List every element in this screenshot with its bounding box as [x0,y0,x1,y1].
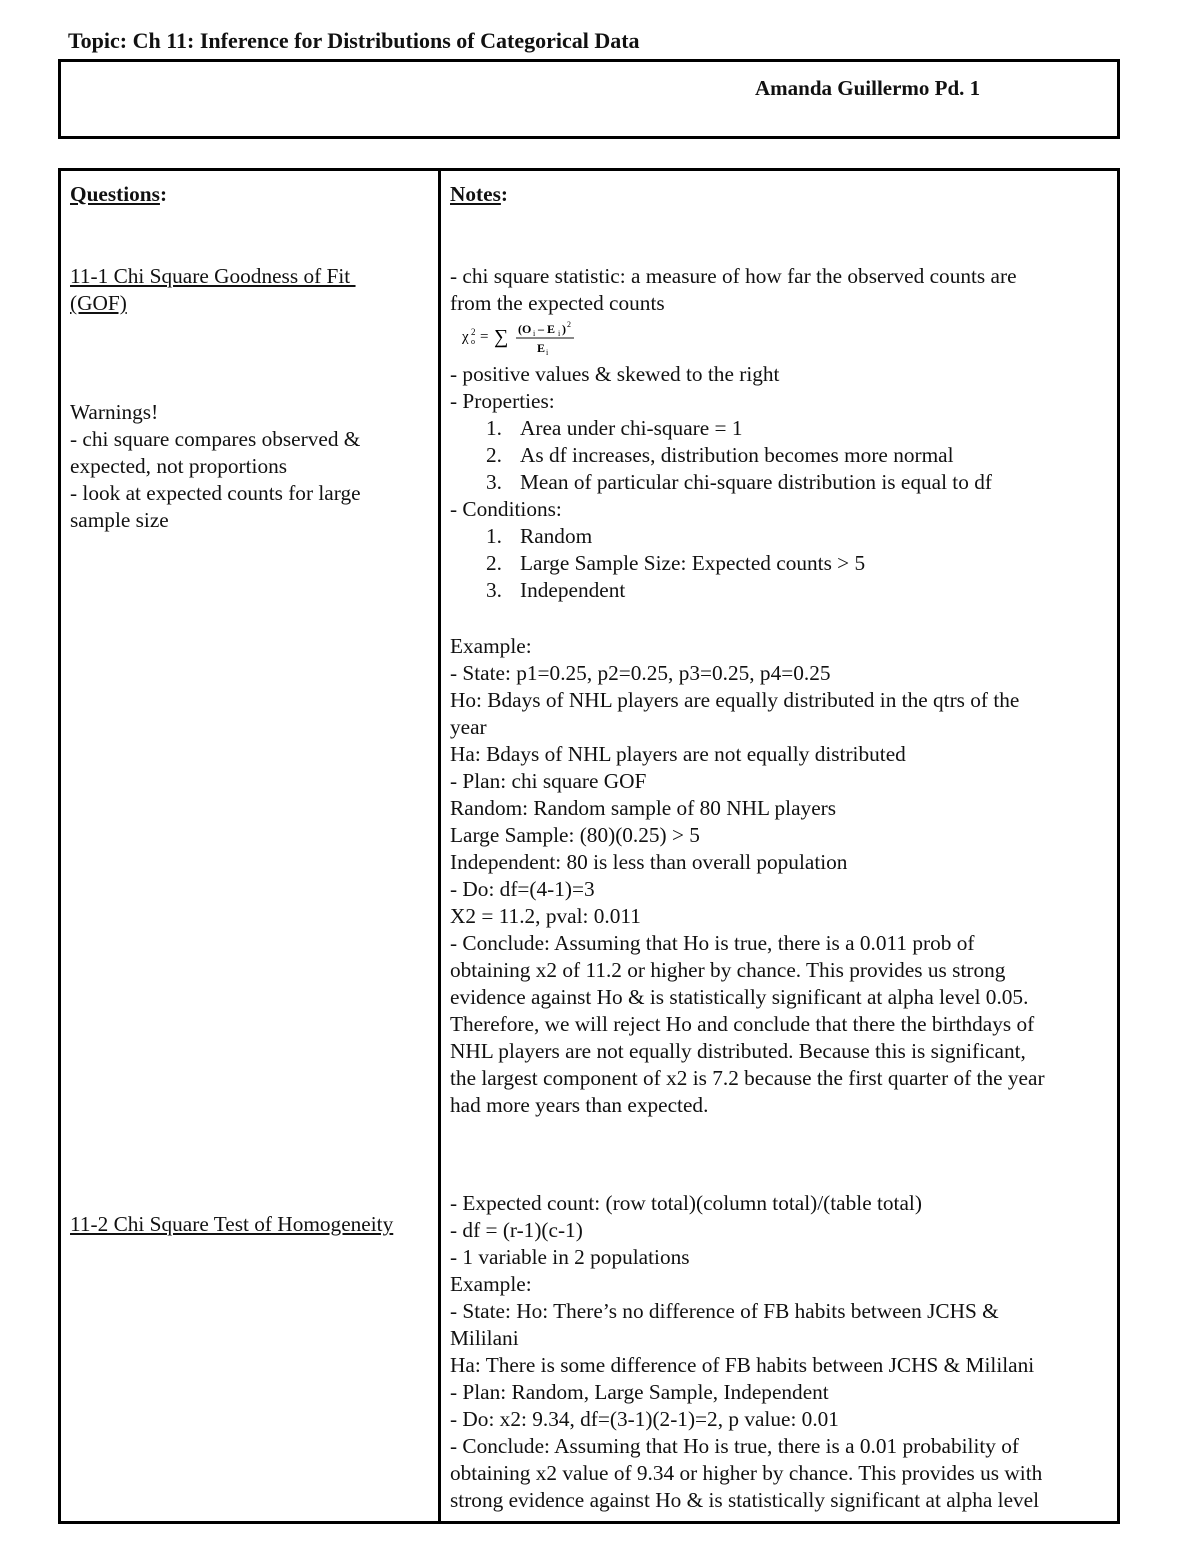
svg-text:i: i [558,329,561,338]
notes-header: Notes: [450,182,508,206]
svg-text:=: = [480,329,489,345]
list-item: 3. Mean of particular chi-square distribution is equal to df [486,470,992,494]
conditions-list [450,523,1112,604]
svg-text:– E: – E [538,322,556,336]
chi-square-formula [460,317,1112,361]
svg-text:2: 2 [471,327,476,337]
svg-text:E: E [537,341,546,355]
svg-text:o: o [471,337,475,346]
svg-text:): ) [562,322,566,336]
properties-list [450,415,1112,496]
svg-text:χ: χ [462,329,469,345]
svg-text:2: 2 [567,320,571,329]
column-divider [438,171,441,1521]
student-name: Amanda Guillermo Pd. 1 [755,76,981,100]
name-box [58,59,1120,139]
questions-header: Questions: [70,182,168,206]
list-item: 3. Independent [486,578,626,602]
q2-title: 11-2 Chi Square Test of Homogeneity [70,1212,394,1236]
q1-title: 11-1 Chi Square Goodness of Fit (GOF) [70,264,356,315]
svg-text:i: i [533,329,536,338]
cornell-notes-table [58,168,1120,1524]
svg-text:(O: (O [518,322,532,336]
svg-text:i: i [546,348,549,357]
list-item: 2. Large Sample Size: Expected counts > 5 [486,551,866,575]
q1-warnings: Warnings! - chi square compares observed & expected, not proportions - look at expected counts for large sample size [70,400,361,532]
svg-text:∑: ∑ [494,326,509,348]
list-item: 1. Area under chi-square = 1 [486,416,743,440]
gof-example: Example: - State: p1=0.25, p2=0.25, p3=0.25, p4=0.25 Ho: Bdays of NHL players are equally distributed in the qtrs of the year Ha: Bdays of NHL players are not equally distributed - Plan: chi square GOF Random: Random sample of 80 NHL players Large Sample: (80)(0.25) > 5 Independent: 80 is less than overall population - Do: df=(4-1)=3 X2 = 11.2, pval: 0.011 - Conclude: Assuming that Ho is true, there is a 0.011 prob of obtaining x2 of 11.2 or higher by chance. This provides us strong evidence against Ho & is statistically significant at alpha level 0.05. Therefore, we will reject Ho and conclude that there the birthdays of NHL players are not equally distributed. Because this is significant, the largest component of x2 is 7.2 because the first quarter of the year had more years than expected. [450,634,1045,1117]
notes-section-1: - chi square statistic: a measure of how far the observed counts are from the expected counts χ 2 o = ∑ (O i – E i ) 2 E i - positive values & skewed to the right - Properties: 1. Area under chi-square = 1 2. As df increases, distribution becomes more normal 3. Mean of particular chi-square distribution is equal to df - Conditions: 1. Random 2. Large Sample Size: Expected counts > 5 3. Independent Example: - State: p1=0.25, p2=0.25, p3=0.25, p4=0.25 Ho: Bdays of NHL players are equally distributed in the qtrs of the year Ha: Bdays of NHL players are not equally distributed - Plan: chi square GOF Random: Random sample of 80 NHL players Large Sample: (80)(0.25) > 5 Independent: 80 is less than overall population - Do: df=(4-1)=3 X2 = 11.2, pval: 0.011 - Conclude: Assuming that Ho is true, there is a 0.011 prob of obtaining x2 of 11.2 or higher by chance. This provides us strong evidence against Ho & is statistically significant at alpha level 0.05. Therefore, we will reject Ho and conclude that there the birthdays of NHL players are not equally distributed. Because this is significant, the largest component of x2 is 7.2 because the first quarter of the year had more years than expected. [450,263,1112,1119]
list-item: 1. Random [486,524,593,548]
notes-section-2: - Expected count: (row total)(column total)/(table total) - df = (r-1)(c-1) - 1 variable in 2 populations Example: - State: Ho: There’s no difference of FB habits between JCHS & Mililani Ha: There is some difference of FB habits between JCHS & Mililani - Plan: Random, Large Sample, Independent - Do: x2: 9.34, df=(3-1)(2-1)=2, p value: 0.01 - Conclude: Assuming that Ho is true, there is a 0.01 probability of obtaining x2 value of 9.34 or higher by chance. This provides us with strong evidence against Ho & is statistically significant at alpha level [450,1191,1043,1512]
page-topic: Topic: Ch 11: Inference for Distributions of Categorical Data [68,28,640,53]
list-item: 2. As df increases, distribution becomes more normal [486,443,954,467]
